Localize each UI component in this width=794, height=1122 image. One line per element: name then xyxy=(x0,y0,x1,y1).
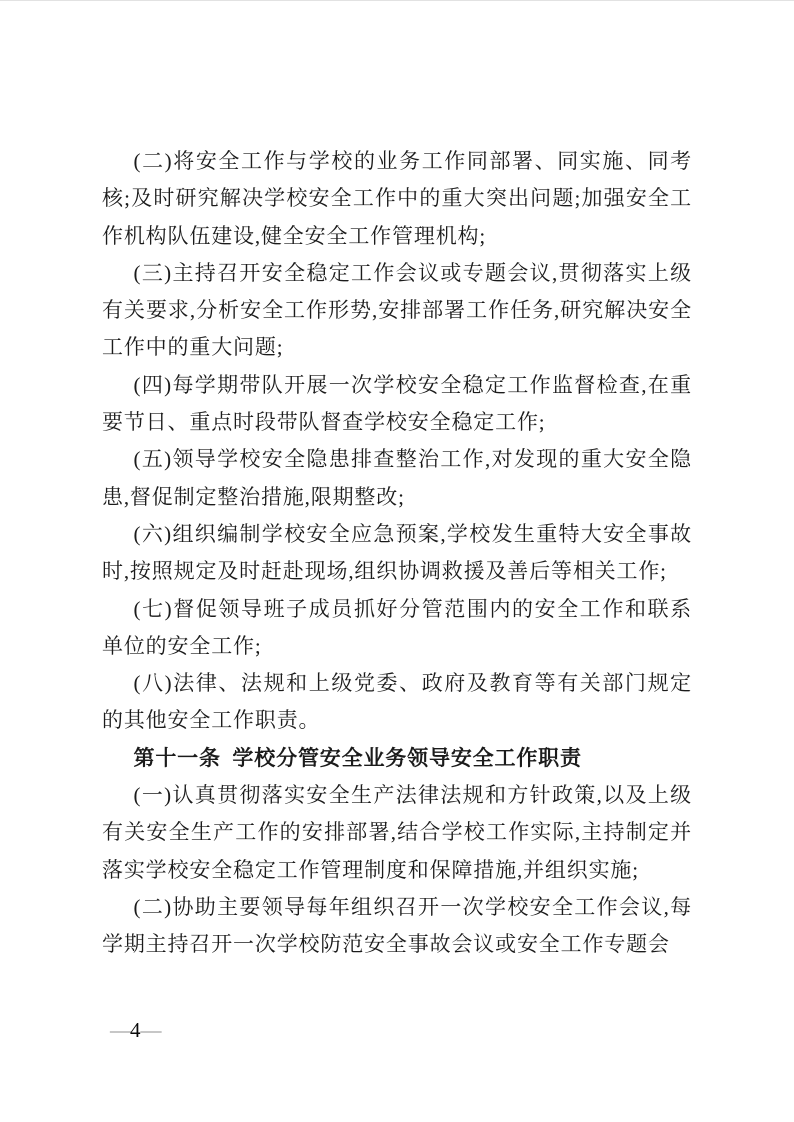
paragraph-item-2b: (二)协助主要领导每年组织召开一次学校安全工作会议,每学期主持召开一次学校防范安全事故会议或安全工作专题会 xyxy=(102,894,692,957)
footer-right-dash: — xyxy=(140,1018,160,1042)
page-top-edge xyxy=(0,0,794,1)
paragraph-item-5: (五)领导学校安全隐患排查整治工作,对发现的重大安全隐患,督促制定整治措施,限期整改; xyxy=(102,447,692,509)
article-number: 第十一条 xyxy=(133,745,221,770)
paragraph-item-6: (六)组织编制学校安全应急预案,学校发生重特大安全事故时,按照规定及时赶赴现场,组织协调救援及善后等相关工作; xyxy=(102,521,692,584)
page-number: 4 xyxy=(130,1018,140,1042)
paragraph-item-8: (八)法律、法规和上级党委、政府及教育等有关部门规定的其他安全工作职责。 xyxy=(102,671,692,733)
article-heading xyxy=(102,740,692,777)
document-body xyxy=(102,143,692,964)
footer-left-dash: — xyxy=(110,1018,129,1042)
paragraph-item-7: (七)督促领导班子成员抓好分管范围内的安全工作和联系单位的安全工作; xyxy=(102,596,692,658)
paragraph-item-1b: (一)认真贯彻落实安全生产法律法规和方针政策,以及上级有关安全生产工作的安排部署,结合学校工作实际,主持制定并落实学校安全稳定工作管理制度和保障措施,并组织实施; xyxy=(102,783,692,882)
paragraph-item-4: (四)每学期带队开展一次学校安全稳定工作监督检查,在重要节日、重点时段带队督查学校安全稳定工作; xyxy=(102,372,692,435)
paragraph-item-2: (二)将安全工作与学校的业务工作同部署、同实施、同考核;及时研究解决学校安全工作中的重大突出问题;加强安全工作机构队伍建设,健全安全工作管理机构; xyxy=(102,149,692,248)
article-title: 学校分管安全业务领导安全工作职责 xyxy=(232,745,582,770)
paragraph-item-3: (三)主持召开安全稳定工作会议或专题会议,贯彻落实上级有关要求,分析安全工作形势,安排部署工作任务,研究解决安全工作中的重大问题; xyxy=(102,260,692,360)
page-footer xyxy=(110,1016,160,1044)
